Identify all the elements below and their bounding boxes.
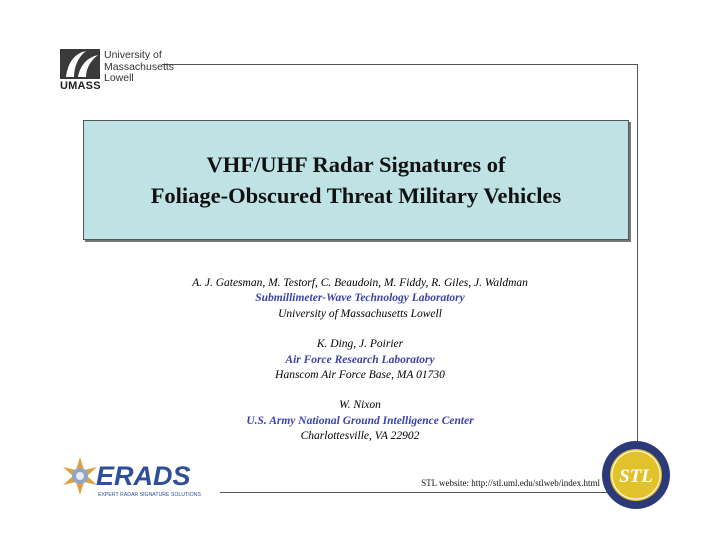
erads-logo-icon — [60, 455, 220, 500]
organization-location: Hanscom Air Force Base, MA 01730 — [275, 369, 445, 382]
organization: Air Force Research Laboratory — [285, 353, 435, 366]
author-group — [120, 337, 600, 383]
author-names: K. Ding, J. Poirier — [316, 338, 404, 351]
erads-name: ERADS — [96, 461, 191, 491]
university-name — [104, 50, 174, 85]
title-line-1: VHF/UHF Radar Signatures of — [206, 152, 506, 177]
author-block — [120, 276, 600, 445]
logo-line-3: Lowell — [104, 72, 134, 84]
organization: U.S. Army National Ground Intelligence Center — [246, 414, 474, 427]
organization: Submillimeter-Wave Technology Laboratory — [255, 292, 465, 305]
organization-location: Charlottesville, VA 22902 — [300, 430, 420, 443]
logo-umass-wordmark: UMASS — [60, 80, 101, 92]
stl-seal-icon — [600, 439, 672, 511]
frame-line-top — [162, 64, 638, 65]
frame-line-bottom — [220, 492, 638, 493]
author-group — [120, 276, 600, 322]
title-box — [83, 120, 629, 240]
seal-text: STL — [619, 466, 653, 487]
author-names: W. Nixon — [339, 399, 381, 412]
frame-line-right — [637, 64, 638, 494]
logo-line-2: Massachusetts — [104, 60, 175, 73]
erads-tagline: EXPERT RADAR SIGNATURE SOLUTIONS — [98, 492, 201, 498]
title-line-2: Foliage-Obscured Threat Military Vehicles — [150, 183, 562, 208]
author-group — [120, 398, 600, 444]
logo-line-1: University of — [104, 49, 162, 61]
organization-location: University of Massachusetts Lowell — [278, 307, 442, 320]
website-url[interactable]: STL website: http://stl.uml.edu/stlweb/index.html — [421, 478, 600, 488]
author-names: A. J. Gatesman, M. Testorf, C. Beaudoin, M. Fiddy, R. Giles, J. Waldman — [192, 277, 528, 289]
